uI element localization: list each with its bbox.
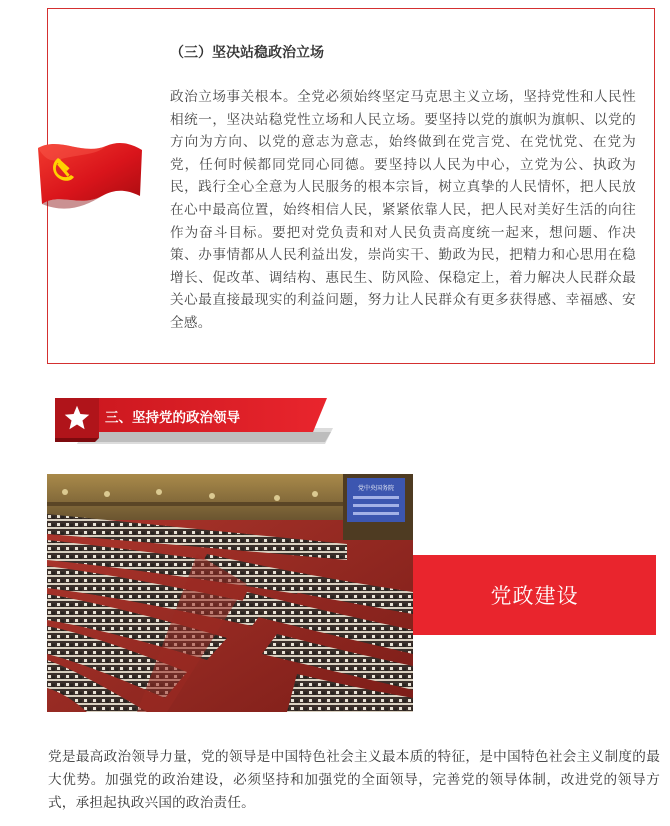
section-header-label: 三、坚持党的政治领导 bbox=[105, 410, 240, 426]
subsection-body: 政治立场事关根本。全党必须始终坚定马克思主义立场，坚持党性和人民性相统一，坚决站稳党性立场和人民立场。要坚持以党的旗帜为旗帜、以党的方向为方向、以党的意志为意志，始终做到在党言党、在党忧党、在党为党，任何时候都同党同心同德。要坚持以人民为中心，立党为公、执政为民，践行全心全意为人民服务的根本宗旨，树立真挚的人民情怀，把人民放在心中最高位置，始终相信人民，紧紧依靠人民，把人民对美好生活的向往作为奋斗目标。要把对党负责和对人民负责高度统一起来，想问题、作决策、办事情都从人民利益出发，崇尚实干、勤政为民，把精力和心思用在稳增长、促改革、调结构、惠民生、防风险、保稳定上，着力解决人民群众最关心最直接最现实的利益问题，努力让人民群众有更多获得感、幸福感、安全感。 bbox=[170, 89, 636, 331]
subsection-title: （三）坚决站稳政治立场 bbox=[170, 45, 324, 61]
bottom-paragraph: 党是最高政治领导力量，党的领导是中国特色社会主义最本质的特征，是中国特色社会主义制度的最大优势。加强党的政治建设，必须坚持和加强党的全面领导，完善党的领导体制，改进党的领导方式，承担起执政兴国的政治责任。 bbox=[48, 749, 660, 811]
star-icon bbox=[62, 404, 92, 432]
screen-text: 党中央国务院 bbox=[357, 485, 395, 492]
party-building-banner bbox=[413, 555, 656, 635]
assembly-hall-photo bbox=[47, 474, 413, 712]
banner-label: 党政建设 bbox=[490, 584, 579, 608]
party-flag-icon bbox=[36, 134, 144, 224]
